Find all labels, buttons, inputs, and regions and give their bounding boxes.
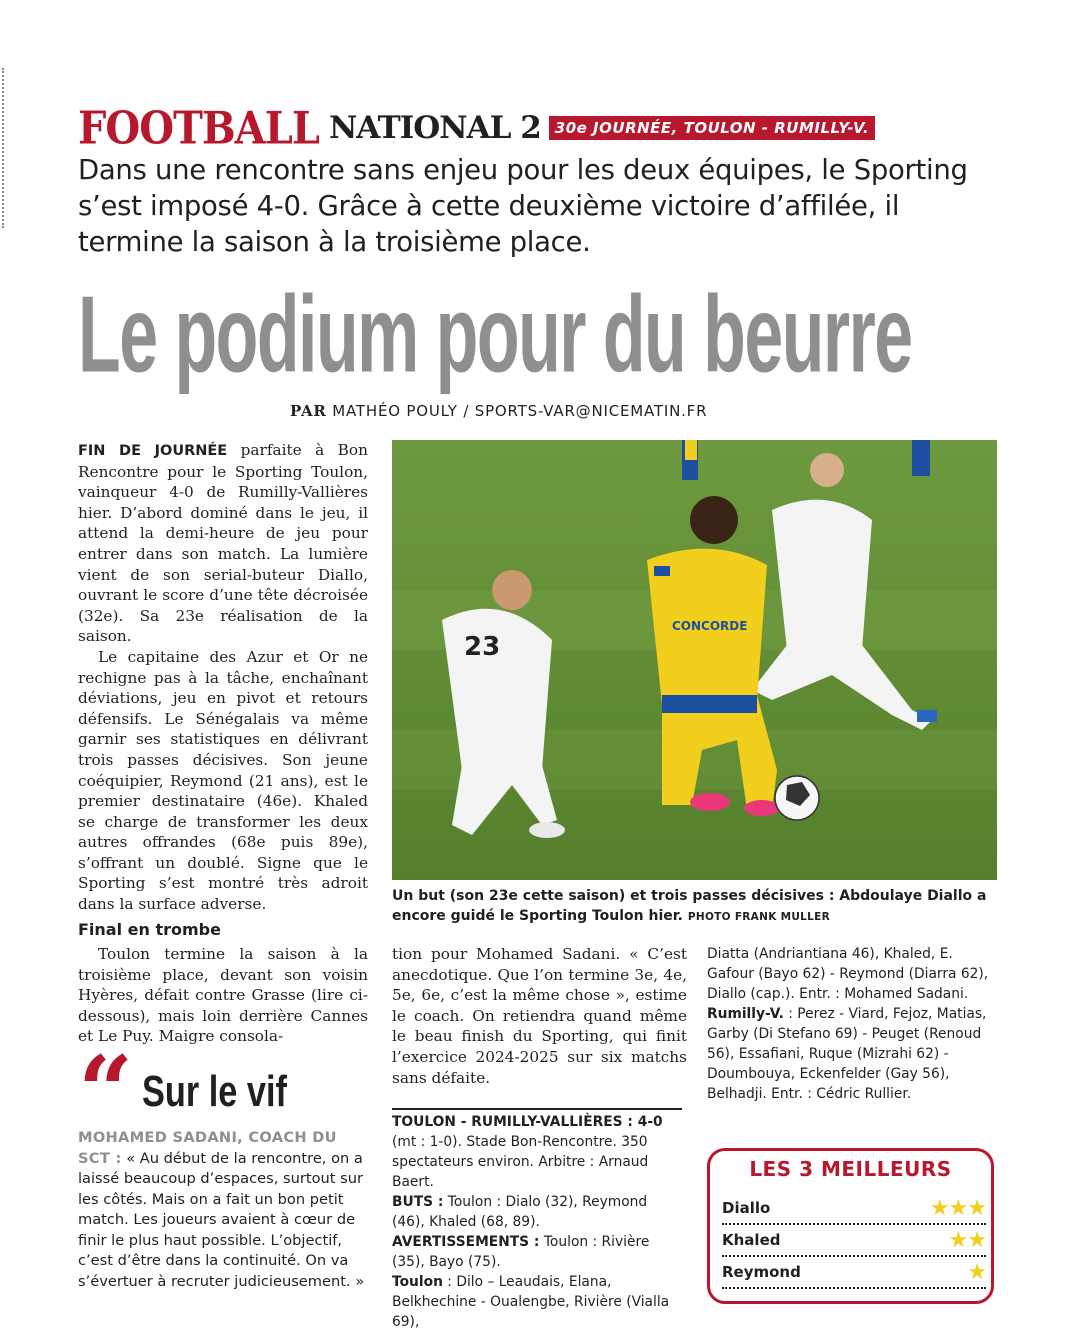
quote-speaker: MOHAMED SADANI, COACH DU SCT : xyxy=(78,1129,337,1167)
match-sheet-column-3 xyxy=(707,944,997,1104)
best-player-row xyxy=(722,1225,986,1257)
quote-text: « Au début de la rencontre, on a laissé beaucoup d’espaces, surtout sur les côtés. Mais on a fait un bon petit match. Les joueurs avaient à cœur de finir le plus haut possible. L’objectif, c’est d’être dans la continuité. On va s’évertuer à recruter judicieusement. » xyxy=(78,1149,365,1290)
rumilly-label: Rumilly-V. xyxy=(707,1006,784,1022)
match-details: (mt : 1-0). Stade Bon-Rencontre. 350 spectateurs environ. Arbitre : Arnaud Baert. xyxy=(392,1134,649,1190)
best-players-box xyxy=(707,1148,994,1304)
goals-label: BUTS : xyxy=(392,1194,444,1210)
quote-body xyxy=(78,1128,368,1292)
warnings-label: AVERTISSEMENTS : xyxy=(392,1234,540,1250)
jersey-text: CONCORDE xyxy=(672,619,748,633)
article-subhead: Final en trombe xyxy=(78,920,221,939)
kicker-league: NATIONAL 2 xyxy=(328,110,541,146)
best-player-name: Diallo xyxy=(722,1199,771,1217)
best-players-title: LES 3 MEILLEURS xyxy=(749,1157,952,1181)
kicker-tag: 30e JOURNÉE, TOULON - RUMILLY-V. xyxy=(549,116,875,140)
best-player-row xyxy=(722,1257,986,1289)
toulon-lineup: Toulon : Dilo – Leaudais, Elana, Belkhechine - Oualengbe, Rivière (Vialla 69), xyxy=(392,1274,670,1330)
article-lead-in: FIN DE JOURNÉE xyxy=(78,443,228,459)
byline-par: PAR xyxy=(290,402,327,420)
photo-caption xyxy=(392,886,997,927)
star-rating-icon: ★★★ xyxy=(929,1195,986,1221)
article-paragraph-2: Le capitaine des Azur et Or ne rechigne pas à la tâche, enchaînant déviations, jeu en pivot et retours défensifs. Le Sénégalais va même garnir ses statistiques en délivrant trois passes décisives. Son jeune coéquipier, Reymond (21 ans), est le premier destinataire (46e). Khaled se charge de transformer les deux autres offrandes (68e puis 89e), s’offrant un doublé. Signe que le Sporting s’est montré très adroit dans la surface adverse. xyxy=(78,647,368,914)
page-edge-dots xyxy=(2,68,4,228)
article-column-2 xyxy=(392,944,687,1088)
match-sheet xyxy=(392,1108,682,1332)
kicker xyxy=(78,101,1068,155)
caption-text: Un but (son 23e cette saison) et trois passes décisives : Abdoulaye Diallo a encore guidé le Sporting Toulon hier. xyxy=(392,888,987,924)
article-column-1 xyxy=(78,440,368,915)
article-column-1-bottom xyxy=(78,944,368,1047)
article-paragraph-1 xyxy=(78,440,368,647)
match-photo xyxy=(392,440,997,880)
byline-author: MATHÉO POULY / SPORTS-VAR@NICEMATIN.FR xyxy=(332,402,708,420)
toulon-label: Toulon xyxy=(392,1274,443,1290)
quote-mark-icon: “ xyxy=(78,1035,134,1148)
photo-credit: PHOTO FRANK MULLER xyxy=(687,911,831,923)
kicker-sport: FOOTBALL xyxy=(78,101,319,155)
match-photo-illustration xyxy=(392,440,997,880)
best-player-name: Reymond xyxy=(722,1263,801,1281)
match-goals: BUTS : Toulon : Dialo (32), Reymond (46), Khaled (68, 89). xyxy=(392,1194,648,1230)
rumilly-lineup: Rumilly-V. : Perez - Viard, Fejoz, Matias, Garby (Di Stefano 69) - Peuget (Renoud 56), Essafiani, Ruque (Mizrahi 62) - Doumbouya, Eckenfelder (Gay 56), Belhadji. Entr. : Cédric Rullier. xyxy=(707,1006,987,1102)
best-player-name: Khaled xyxy=(722,1231,781,1249)
headline: Le podium pour du beurre xyxy=(78,274,912,396)
star-rating-icon: ★★ xyxy=(948,1227,986,1253)
jersey-number: 23 xyxy=(464,632,501,662)
match-warnings: AVERTISSEMENTS : Toulon : Rivière (35), Bayo (75). xyxy=(392,1234,650,1270)
article-paragraph-3: Toulon termine la saison à la troisième place, devant son voisin Hyères, défait contre Grasse (lire ci-dessous), mais loin derrière Cannes et Le Puy. Maigre consola- xyxy=(78,945,368,1046)
article-p1-text: parfaite à Bon Rencontre pour le Sporting Toulon, vainqueur 4-0 de Rumilly-Vallières hier. D’abord dominé dans le jeu, il attend la demi-heure de jeu pour entrer dans son match. La lumière vient de son serial-buteur Diallo, ouvrant le score d’une tête décroisée (32e). Sa 23e réalisation de la saison. xyxy=(78,441,368,646)
article-paragraph-3-cont: tion pour Mohamed Sadani. « C’est anecdotique. Que l’on termine 3e, 4e, 5e, 6e, c’est la même chose », estime le coach. On retiendra quand même le beau finish du Sporting, qui finit l’exercice 2024-2025 sur six matchs sans défaite. xyxy=(392,945,687,1087)
chapo: Dans une rencontre sans enjeu pour les deux équipes, le Sporting s’est imposé 4-0. Grâce à cette deuxième victoire d’affilée, il termine la saison à la troisième place. xyxy=(78,154,968,258)
byline xyxy=(290,402,707,420)
star-rating-icon: ★ xyxy=(967,1259,986,1285)
best-player-row xyxy=(722,1193,986,1225)
match-score-line: TOULON - RUMILLY-VALLIÈRES : 4-0 xyxy=(392,1114,663,1130)
toulon-lineup-cont: Diatta (Andriantiana 46), Khaled, E. Gafour (Bayo 62) - Reymond (Diarra 62), Diallo (cap.). Entr. : Mohamed Sadani. xyxy=(707,946,989,1002)
quote-title: Sur le vif xyxy=(142,1067,288,1116)
